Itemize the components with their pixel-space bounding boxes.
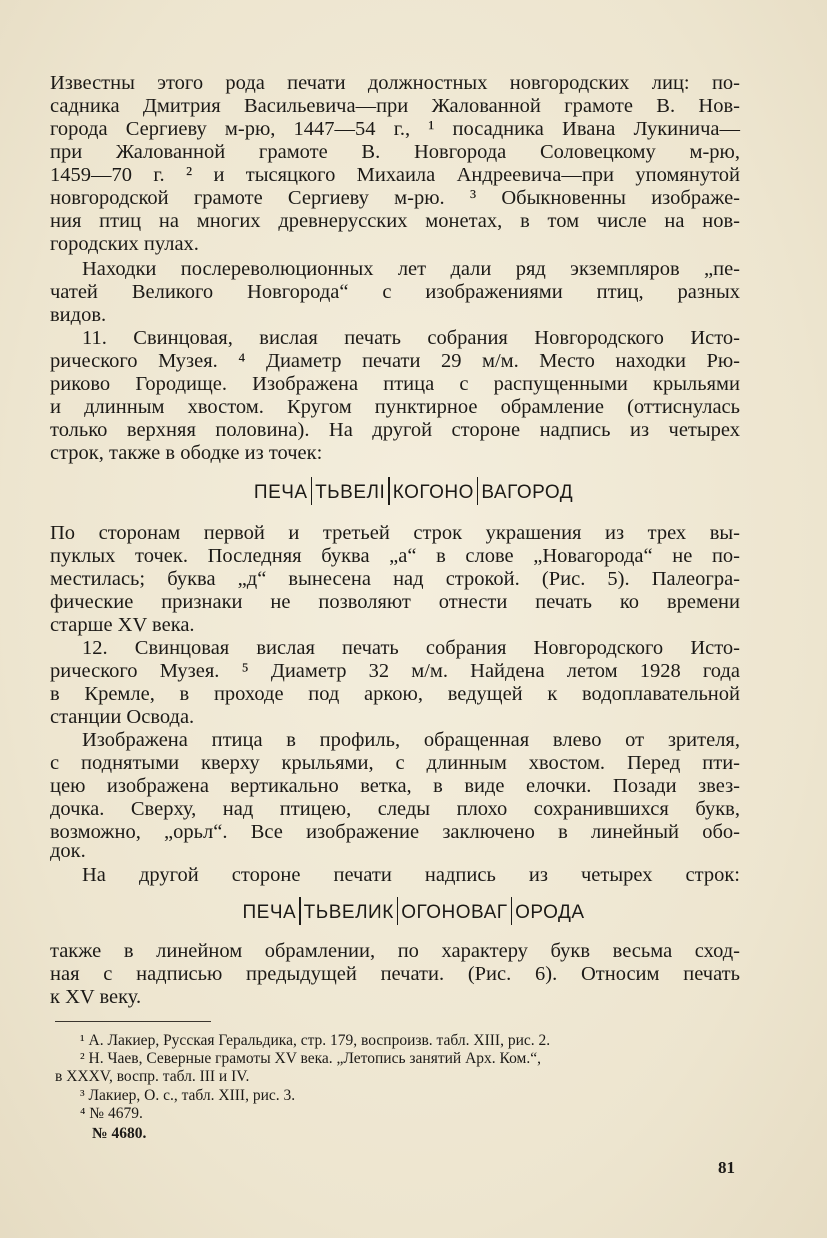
text-line: фические признаки не позволяют отнести печать ко времени xyxy=(50,591,740,613)
text-line: цею изображена вертикально ветка, в виде елочки. Позади звез- xyxy=(50,775,740,797)
page-number: 81 xyxy=(718,1158,735,1177)
line-divider xyxy=(311,477,313,505)
line-divider xyxy=(299,897,301,925)
text-line: местилась; буква „д“ вынесена над строкой. (Рис. 5). Палеогра- xyxy=(50,568,740,590)
text-line: городских пулах. xyxy=(50,233,199,255)
text-line: станции Осводa. xyxy=(50,706,195,728)
line-divider xyxy=(511,897,513,925)
text-line: ная с надписью предыдущей печати. (Рис. 6). Относим печать xyxy=(50,963,740,985)
inscription-line: ВАГОРОД xyxy=(481,482,574,503)
text-line: при Жалованной грамоте В. Новгорода Соловецкому м-рю, xyxy=(50,141,740,163)
inscription-line: ОРОДА xyxy=(515,902,585,923)
text-line: видов. xyxy=(50,304,107,326)
footnote-2: ² Н. Чаев, Северные грамоты XV века. „Летопись занятий Арх. Ком.“, xyxy=(80,1050,541,1067)
text-line: с поднятыми кверху крыльями, с длинным хвостом. Перед пти- xyxy=(50,752,740,774)
inscription-line: ПЕЧА xyxy=(253,482,308,503)
text-line: только верхняя половина). На другой стороне надпись из четырех xyxy=(50,419,740,441)
line-divider xyxy=(477,477,479,505)
line-divider xyxy=(388,477,390,505)
text-line: По сторонам первой и третьей строк украшения из трех вы- xyxy=(50,522,740,544)
text-line: дочка. Сверху, над птицею, следы плохо сохранившихся букв, xyxy=(50,798,740,820)
text-line: 12. Свинцовая вислая печать собрания Новгородского Исто- xyxy=(82,637,740,659)
text-line: чатей Великого Новгорода“ с изображениями птиц, разных xyxy=(50,281,740,303)
text-line: риково Городище. Изображена птица с распущенными крыльями xyxy=(50,373,740,395)
inscription-line: ПЕЧА xyxy=(242,902,297,923)
text-line: ния птиц на многих древнерусских монетах, в том числе на нов- xyxy=(50,210,740,232)
footnote-separator xyxy=(55,1021,211,1022)
text-line: строк, также в ободке из точек: xyxy=(50,442,323,464)
text-line: Изображена птица в профиль, обращенная влево от зрителя, xyxy=(82,729,740,751)
seal-inscription-2 xyxy=(0,897,827,925)
text-line: рического Музея. ⁵ Диаметр 32 м/м. Найдена летом 1928 года xyxy=(50,660,740,682)
text-line: пуклых точек. Последняя буква „а“ в слове „Новагорода“ не по- xyxy=(50,545,740,567)
text-line: города Сергиеву м-рю, 1447—54 г., ¹ посадника Ивана Лукинича— xyxy=(50,118,740,140)
footnote-2-continued: в XXXV, воспр. табл. III и IV. xyxy=(55,1068,250,1085)
text-line: возможно, „орьл“. Все изображение заключено в линейный обо- xyxy=(50,821,740,843)
line-divider xyxy=(397,897,399,925)
text-line: 11. Свинцовая, вислая печать собрания Новгородского Исто- xyxy=(82,327,740,349)
footnote-4: ⁴ № 4679. xyxy=(80,1105,143,1122)
seal-inscription-1 xyxy=(0,477,827,505)
text-line: Известны этого рода печати должностных новгородских лиц: по- xyxy=(50,72,740,94)
text-line: садника Дмитрия Васильевича—при Жалованной грамоте В. Нов- xyxy=(50,95,740,117)
text-line: Находки послереволюционных лет дали ряд экземпляров „пе- xyxy=(82,258,740,280)
text-line: 1459—70 г. ² и тысяцкого Михаила Андреевича—при упомянутой xyxy=(50,164,740,186)
footnote-3: ³ Лакиер, О. с., табл. XIII, рис. 3. xyxy=(80,1087,296,1104)
text-line: рического Музея. ⁴ Диаметр печати 29 м/м. Место находки Рю- xyxy=(50,350,740,372)
footnote-5: № 4680. xyxy=(92,1125,147,1142)
text-line: старше XV века. xyxy=(50,614,195,636)
text-line: в Кремле, в проходе под аркою, ведущей к водоплавательной xyxy=(50,683,740,705)
text-line: к XV веку. xyxy=(50,986,142,1008)
inscription-line: ТЬВЕЛI xyxy=(315,482,386,503)
inscription-line: ТЬВЕЛИК xyxy=(303,902,394,923)
text-line: также в линейном обрамлении, по характеру букв весьма сход- xyxy=(50,940,740,962)
paragraph-other-side: На другой стороне печати надпись из четырех строк: xyxy=(82,864,740,886)
inscription-line: ОГОНОВАГ xyxy=(401,902,508,923)
text-line: док. xyxy=(50,840,86,862)
text-line: и длинным хвостом. Кругом пунктирное обрамление (оттиснулась xyxy=(50,396,740,418)
footnote-1: ¹ А. Лакиер, Русская Геральдика, стр. 179, воспроизв. табл. XIII, рис. 2. xyxy=(80,1032,551,1049)
text-line: новгородской грамоте Сергиеву м-рю. ³ Обыкновенны изображе- xyxy=(50,187,740,209)
inscription-line: КОГОНО xyxy=(392,482,474,503)
